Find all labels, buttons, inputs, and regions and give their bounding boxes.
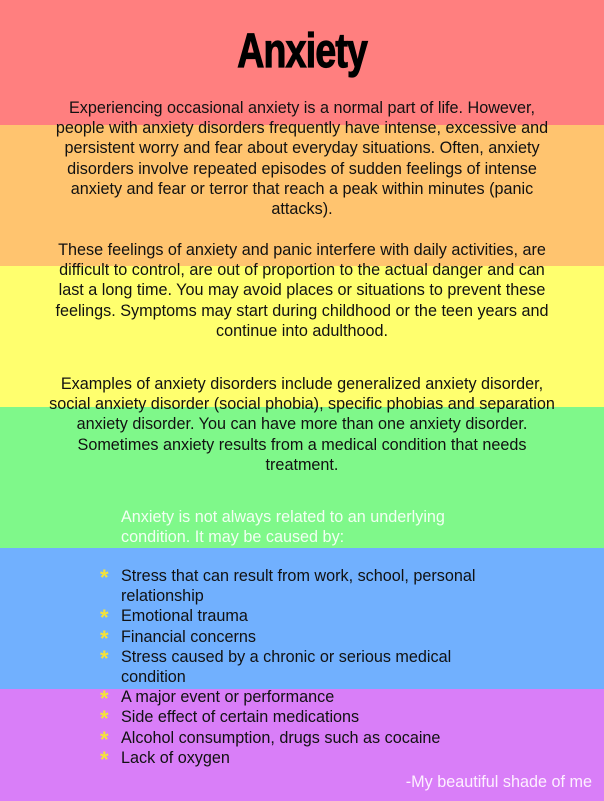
star-bullet-icon: * [100, 625, 109, 651]
star-bullet-icon: * [100, 686, 109, 712]
list-item-text: A major event or performance [121, 688, 335, 707]
paragraph-symptoms [0, 240, 604, 341]
star-bullet-icon: * [100, 605, 109, 631]
list-item-text: condition [121, 668, 186, 687]
paragraph-line: social anxiety disorder (social phobia), specific phobias and separation [49, 395, 555, 414]
list-item [0, 625, 604, 651]
paragraph-line: Examples of anxiety disorders include generalized anxiety disorder, [60, 375, 544, 393]
page-title: Anxiety [237, 25, 367, 78]
paragraph-line: people with anxiety disorders frequently have intense, excessive and [55, 119, 549, 138]
star-bullet-icon: * [100, 565, 109, 590]
signature: -My beautiful shade of me [405, 773, 592, 791]
list-item [0, 647, 604, 687]
paragraph-line: last a long time. You may avoid places or situations to prevent these [58, 281, 546, 300]
intro-line: Anxiety is not always related to an underlying [121, 508, 445, 526]
list-item [0, 726, 604, 752]
star-bullet-icon: * [100, 706, 109, 732]
intro-line: condition. It may be caused by: [121, 528, 345, 547]
list-item-text: Financial concerns [121, 627, 256, 646]
list-item-text: relationship [121, 587, 204, 606]
list-item [0, 746, 604, 772]
paragraph-line: Sometimes anxiety results from a medical condition that needs [77, 435, 527, 454]
paragraph-line: difficult to control, are out of proportion to the actual danger and can [59, 261, 545, 280]
list-item-text: Emotional trauma [121, 607, 248, 626]
paragraph-line: continue into adulthood. [216, 321, 388, 340]
paragraph-line: feelings. Symptoms may start during childhood or the teen years and [55, 301, 549, 320]
title-container [0, 26, 604, 78]
list-item-text: Side effect of certain medications [121, 708, 360, 727]
star-bullet-icon: * [100, 645, 109, 671]
list-item-text: Stress caused by a chronic or serious medical [121, 647, 452, 666]
list-item-text: Alcohol consumption, drugs such as cocaine [121, 728, 441, 747]
paragraph-definition [0, 98, 604, 219]
list-item [0, 706, 604, 732]
causes-list [0, 565, 604, 772]
paragraph-line: disorders involve repeated episodes of sudden feelings of intense [67, 159, 537, 178]
star-bullet-icon: * [100, 746, 109, 772]
list-item-text: Lack of oxygen [121, 748, 230, 767]
paragraph-line: anxiety disorder. You can have more than one anxiety disorder. [76, 415, 528, 434]
list-item [0, 566, 604, 606]
list-item-text: Stress that can result from work, school, personal [121, 567, 476, 585]
paragraph-examples [0, 374, 604, 475]
paragraph-line: Experiencing occasional anxiety is a normal part of life. However, [68, 99, 536, 117]
star-bullet-icon: * [100, 726, 109, 752]
paragraph-line: attacks). [271, 200, 333, 219]
list-item [0, 605, 604, 631]
paragraph-line: anxiety and fear or terror that reach a peak within minutes (panic [70, 179, 534, 198]
causes-intro [121, 507, 445, 547]
paragraph-line: These feelings of anxiety and panic interfere with daily activities, are [58, 241, 546, 259]
paragraph-line: persistent worry and fear about everyday situations. Often, anxiety [64, 139, 540, 158]
paragraph-line: treatment. [265, 455, 339, 474]
list-item [0, 686, 604, 712]
